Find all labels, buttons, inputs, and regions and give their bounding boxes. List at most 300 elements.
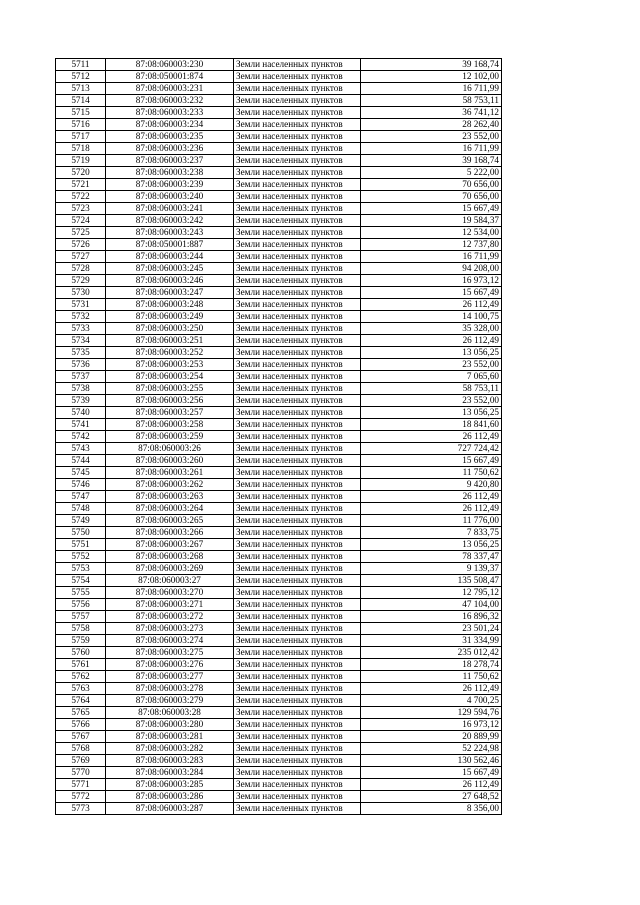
cadastral-number-cell: 87:08:060003:277 <box>106 671 234 683</box>
cadastral-value-cell: 16 711,99 <box>361 251 502 263</box>
row-number-cell: 5767 <box>56 731 106 743</box>
table-row <box>56 527 502 539</box>
table-row <box>56 515 502 527</box>
land-category-cell: Земли населенных пунктов <box>234 59 361 71</box>
table-row <box>56 227 502 239</box>
row-number-cell: 5770 <box>56 767 106 779</box>
cadastral-number-cell: 87:08:060003:275 <box>106 647 234 659</box>
table-row <box>56 299 502 311</box>
cadastral-number-cell: 87:08:060003:236 <box>106 143 234 155</box>
land-category-cell: Земли населенных пунктов <box>234 503 361 515</box>
cadastral-value-cell: 129 594,76 <box>361 707 502 719</box>
cadastral-number-cell: 87:08:060003:269 <box>106 563 234 575</box>
row-number-cell: 5722 <box>56 191 106 203</box>
cadastral-number-cell: 87:08:060003:231 <box>106 83 234 95</box>
row-number-cell: 5760 <box>56 647 106 659</box>
table-row <box>56 107 502 119</box>
cadastral-value-cell: 27 648,52 <box>361 791 502 803</box>
row-number-cell: 5731 <box>56 299 106 311</box>
cadastral-value-cell: 15 667,49 <box>361 287 502 299</box>
cadastral-number-cell: 87:08:060003:276 <box>106 659 234 671</box>
row-number-cell: 5719 <box>56 155 106 167</box>
cadastral-value-cell: 16 973,12 <box>361 719 502 731</box>
land-category-cell: Земли населенных пунктов <box>234 71 361 83</box>
cadastral-number-cell: 87:08:060003:257 <box>106 407 234 419</box>
cadastral-value-cell: 58 753,11 <box>361 95 502 107</box>
row-number-cell: 5771 <box>56 779 106 791</box>
cadastral-value-cell: 4 700,25 <box>361 695 502 707</box>
cadastral-number-cell: 87:08:060003:282 <box>106 743 234 755</box>
table-row <box>56 323 502 335</box>
land-registry-table <box>55 58 502 815</box>
cadastral-number-cell: 87:08:060003:243 <box>106 227 234 239</box>
land-category-cell: Земли населенных пунктов <box>234 479 361 491</box>
table-row <box>56 239 502 251</box>
land-category-cell: Земли населенных пунктов <box>234 131 361 143</box>
table-row <box>56 347 502 359</box>
land-category-cell: Земли населенных пунктов <box>234 371 361 383</box>
land-category-cell: Земли населенных пунктов <box>234 671 361 683</box>
cadastral-value-cell: 18 278,74 <box>361 659 502 671</box>
table-row <box>56 203 502 215</box>
cadastral-number-cell: 87:08:060003:263 <box>106 491 234 503</box>
cadastral-value-cell: 94 208,00 <box>361 263 502 275</box>
cadastral-number-cell: 87:08:060003:281 <box>106 731 234 743</box>
cadastral-value-cell: 135 508,47 <box>361 575 502 587</box>
land-category-cell: Земли населенных пунктов <box>234 731 361 743</box>
land-category-cell: Земли населенных пунктов <box>234 407 361 419</box>
table-row <box>56 479 502 491</box>
cadastral-value-cell: 12 102,00 <box>361 71 502 83</box>
table-row <box>56 623 502 635</box>
cadastral-value-cell: 13 056,25 <box>361 539 502 551</box>
row-number-cell: 5746 <box>56 479 106 491</box>
land-category-cell: Земли населенных пунктов <box>234 443 361 455</box>
row-number-cell: 5768 <box>56 743 106 755</box>
row-number-cell: 5750 <box>56 527 106 539</box>
table-row <box>56 599 502 611</box>
land-category-cell: Земли населенных пунктов <box>234 491 361 503</box>
cadastral-value-cell: 16 896,32 <box>361 611 502 623</box>
table-row <box>56 71 502 83</box>
table-row <box>56 395 502 407</box>
land-category-cell: Земли населенных пунктов <box>234 803 361 815</box>
land-category-cell: Земли населенных пунктов <box>234 455 361 467</box>
cadastral-number-cell: 87:08:060003:246 <box>106 275 234 287</box>
row-number-cell: 5713 <box>56 83 106 95</box>
land-category-cell: Земли населенных пунктов <box>234 275 361 287</box>
table-row <box>56 707 502 719</box>
table-row <box>56 647 502 659</box>
cadastral-value-cell: 130 562,46 <box>361 755 502 767</box>
cadastral-number-cell: 87:08:060003:287 <box>106 803 234 815</box>
table-row <box>56 59 502 71</box>
row-number-cell: 5761 <box>56 659 106 671</box>
row-number-cell: 5724 <box>56 215 106 227</box>
row-number-cell: 5753 <box>56 563 106 575</box>
land-category-cell: Земли населенных пунктов <box>234 227 361 239</box>
row-number-cell: 5739 <box>56 395 106 407</box>
land-category-cell: Земли населенных пунктов <box>234 575 361 587</box>
table-row <box>56 743 502 755</box>
row-number-cell: 5745 <box>56 467 106 479</box>
row-number-cell: 5718 <box>56 143 106 155</box>
cadastral-value-cell: 52 224,98 <box>361 743 502 755</box>
land-category-cell: Земли населенных пунктов <box>234 791 361 803</box>
cadastral-value-cell: 23 552,00 <box>361 131 502 143</box>
cadastral-number-cell: 87:08:060003:270 <box>106 587 234 599</box>
land-category-cell: Земли населенных пунктов <box>234 551 361 563</box>
row-number-cell: 5751 <box>56 539 106 551</box>
cadastral-number-cell: 87:08:060003:264 <box>106 503 234 515</box>
row-number-cell: 5744 <box>56 455 106 467</box>
land-category-cell: Земли населенных пунктов <box>234 155 361 167</box>
row-number-cell: 5726 <box>56 239 106 251</box>
row-number-cell: 5740 <box>56 407 106 419</box>
cadastral-number-cell: 87:08:060003:266 <box>106 527 234 539</box>
row-number-cell: 5733 <box>56 323 106 335</box>
cadastral-value-cell: 14 100,75 <box>361 311 502 323</box>
row-number-cell: 5728 <box>56 263 106 275</box>
row-number-cell: 5755 <box>56 587 106 599</box>
table-row <box>56 155 502 167</box>
row-number-cell: 5764 <box>56 695 106 707</box>
table-row <box>56 287 502 299</box>
cadastral-value-cell: 11 750,62 <box>361 467 502 479</box>
row-number-cell: 5736 <box>56 359 106 371</box>
land-category-cell: Земли населенных пунктов <box>234 611 361 623</box>
land-category-cell: Земли населенных пунктов <box>234 683 361 695</box>
cadastral-number-cell: 87:08:060003:279 <box>106 695 234 707</box>
cadastral-number-cell: 87:08:060003:265 <box>106 515 234 527</box>
land-category-cell: Земли населенных пунктов <box>234 335 361 347</box>
row-number-cell: 5752 <box>56 551 106 563</box>
land-category-cell: Земли населенных пунктов <box>234 215 361 227</box>
row-number-cell: 5716 <box>56 119 106 131</box>
land-category-cell: Земли населенных пунктов <box>234 647 361 659</box>
cadastral-number-cell: 87:08:060003:230 <box>106 59 234 71</box>
cadastral-number-cell: 87:08:060003:261 <box>106 467 234 479</box>
table-row <box>56 539 502 551</box>
cadastral-number-cell: 87:08:060003:258 <box>106 419 234 431</box>
table-row <box>56 779 502 791</box>
cadastral-value-cell: 11 776,00 <box>361 515 502 527</box>
cadastral-number-cell: 87:08:060003:252 <box>106 347 234 359</box>
cadastral-value-cell: 12 795,12 <box>361 587 502 599</box>
row-number-cell: 5754 <box>56 575 106 587</box>
row-number-cell: 5742 <box>56 431 106 443</box>
row-number-cell: 5715 <box>56 107 106 119</box>
table-row <box>56 431 502 443</box>
cadastral-value-cell: 26 112,49 <box>361 491 502 503</box>
cadastral-value-cell: 16 711,99 <box>361 83 502 95</box>
table-row <box>56 767 502 779</box>
row-number-cell: 5735 <box>56 347 106 359</box>
table-row <box>56 407 502 419</box>
table-row <box>56 635 502 647</box>
cadastral-value-cell: 78 337,47 <box>361 551 502 563</box>
table-row <box>56 143 502 155</box>
cadastral-number-cell: 87:08:050001:874 <box>106 71 234 83</box>
row-number-cell: 5769 <box>56 755 106 767</box>
cadastral-number-cell: 87:08:060003:260 <box>106 455 234 467</box>
cadastral-value-cell: 13 056,25 <box>361 407 502 419</box>
cadastral-value-cell: 23 552,00 <box>361 395 502 407</box>
land-category-cell: Земли населенных пунктов <box>234 311 361 323</box>
cadastral-number-cell: 87:08:060003:234 <box>106 119 234 131</box>
land-category-cell: Земли населенных пунктов <box>234 287 361 299</box>
table-row <box>56 167 502 179</box>
row-number-cell: 5721 <box>56 179 106 191</box>
land-category-cell: Земли населенных пунктов <box>234 191 361 203</box>
cadastral-number-cell: 87:08:060003:28 <box>106 707 234 719</box>
cadastral-value-cell: 39 168,74 <box>361 59 502 71</box>
land-category-cell: Земли населенных пунктов <box>234 107 361 119</box>
land-category-cell: Земли населенных пунктов <box>234 167 361 179</box>
land-category-cell: Земли населенных пунктов <box>234 323 361 335</box>
land-category-cell: Земли населенных пунктов <box>234 527 361 539</box>
row-number-cell: 5773 <box>56 803 106 815</box>
cadastral-number-cell: 87:08:060003:238 <box>106 167 234 179</box>
cadastral-value-cell: 28 262,40 <box>361 119 502 131</box>
land-category-cell: Земли населенных пунктов <box>234 707 361 719</box>
cadastral-number-cell: 87:08:060003:262 <box>106 479 234 491</box>
cadastral-value-cell: 23 501,24 <box>361 623 502 635</box>
land-category-cell: Земли населенных пунктов <box>234 587 361 599</box>
cadastral-value-cell: 26 112,49 <box>361 299 502 311</box>
table-row <box>56 563 502 575</box>
cadastral-value-cell: 39 168,74 <box>361 155 502 167</box>
land-category-cell: Земли населенных пунктов <box>234 539 361 551</box>
table-row <box>56 491 502 503</box>
table-row <box>56 731 502 743</box>
row-number-cell: 5711 <box>56 59 106 71</box>
table-row <box>56 719 502 731</box>
cadastral-number-cell: 87:08:060003:254 <box>106 371 234 383</box>
row-number-cell: 5748 <box>56 503 106 515</box>
land-category-cell: Земли населенных пунктов <box>234 395 361 407</box>
land-category-cell: Земли населенных пунктов <box>234 659 361 671</box>
land-category-cell: Земли населенных пунктов <box>234 755 361 767</box>
cadastral-value-cell: 70 656,00 <box>361 179 502 191</box>
cadastral-value-cell: 7 065,60 <box>361 371 502 383</box>
row-number-cell: 5730 <box>56 287 106 299</box>
cadastral-number-cell: 87:08:060003:278 <box>106 683 234 695</box>
land-category-cell: Земли населенных пунктов <box>234 779 361 791</box>
land-category-cell: Земли населенных пунктов <box>234 563 361 575</box>
table-row <box>56 131 502 143</box>
cadastral-value-cell: 19 584,37 <box>361 215 502 227</box>
cadastral-number-cell: 87:08:060003:253 <box>106 359 234 371</box>
row-number-cell: 5757 <box>56 611 106 623</box>
table-row <box>56 695 502 707</box>
land-category-cell: Земли населенных пунктов <box>234 623 361 635</box>
cadastral-number-cell: 87:08:060003:272 <box>106 611 234 623</box>
row-number-cell: 5766 <box>56 719 106 731</box>
cadastral-number-cell: 87:08:060003:268 <box>106 551 234 563</box>
cadastral-number-cell: 87:08:060003:280 <box>106 719 234 731</box>
cadastral-number-cell: 87:08:060003:233 <box>106 107 234 119</box>
row-number-cell: 5717 <box>56 131 106 143</box>
table-row <box>56 251 502 263</box>
row-number-cell: 5756 <box>56 599 106 611</box>
cadastral-number-cell: 87:08:060003:248 <box>106 299 234 311</box>
cadastral-value-cell: 8 356,00 <box>361 803 502 815</box>
cadastral-number-cell: 87:08:060003:244 <box>106 251 234 263</box>
table-row <box>56 551 502 563</box>
land-category-cell: Земли населенных пунктов <box>234 347 361 359</box>
cadastral-number-cell: 87:08:060003:283 <box>106 755 234 767</box>
cadastral-number-cell: 87:08:060003:259 <box>106 431 234 443</box>
table-row <box>56 191 502 203</box>
cadastral-value-cell: 15 667,49 <box>361 203 502 215</box>
row-number-cell: 5762 <box>56 671 106 683</box>
cadastral-value-cell: 9 139,37 <box>361 563 502 575</box>
land-category-cell: Земли населенных пунктов <box>234 119 361 131</box>
cadastral-value-cell: 12 534,00 <box>361 227 502 239</box>
table-row <box>56 215 502 227</box>
land-category-cell: Земли населенных пунктов <box>234 359 361 371</box>
land-category-cell: Земли населенных пунктов <box>234 719 361 731</box>
table-row <box>56 611 502 623</box>
land-category-cell: Земли населенных пунктов <box>234 467 361 479</box>
land-category-cell: Земли населенных пунктов <box>234 695 361 707</box>
cadastral-value-cell: 727 724,42 <box>361 443 502 455</box>
cadastral-number-cell: 87:08:060003:274 <box>106 635 234 647</box>
cadastral-number-cell: 87:08:060003:286 <box>106 791 234 803</box>
row-number-cell: 5727 <box>56 251 106 263</box>
cadastral-number-cell: 87:08:060003:251 <box>106 335 234 347</box>
table-row <box>56 503 502 515</box>
table-row <box>56 311 502 323</box>
table-row <box>56 683 502 695</box>
row-number-cell: 5747 <box>56 491 106 503</box>
table-row <box>56 335 502 347</box>
table-row <box>56 755 502 767</box>
table-row <box>56 179 502 191</box>
table-row <box>56 371 502 383</box>
table-row <box>56 263 502 275</box>
land-category-cell: Земли населенных пунктов <box>234 515 361 527</box>
row-number-cell: 5765 <box>56 707 106 719</box>
table-row <box>56 455 502 467</box>
land-category-cell: Земли населенных пунктов <box>234 299 361 311</box>
cadastral-number-cell: 87:08:060003:239 <box>106 179 234 191</box>
land-category-cell: Земли населенных пунктов <box>234 239 361 251</box>
cadastral-value-cell: 26 112,49 <box>361 683 502 695</box>
cadastral-number-cell: 87:08:060003:235 <box>106 131 234 143</box>
cadastral-value-cell: 11 750,62 <box>361 671 502 683</box>
cadastral-number-cell: 87:08:060003:250 <box>106 323 234 335</box>
cadastral-number-cell: 87:08:060003:241 <box>106 203 234 215</box>
land-category-cell: Земли населенных пунктов <box>234 419 361 431</box>
cadastral-number-cell: 87:08:060003:245 <box>106 263 234 275</box>
cadastral-number-cell: 87:08:060003:249 <box>106 311 234 323</box>
cadastral-number-cell: 87:08:060003:271 <box>106 599 234 611</box>
row-number-cell: 5738 <box>56 383 106 395</box>
cadastral-value-cell: 5 222,00 <box>361 167 502 179</box>
table-row <box>56 83 502 95</box>
row-number-cell: 5725 <box>56 227 106 239</box>
table-row <box>56 119 502 131</box>
land-category-cell: Земли населенных пунктов <box>234 203 361 215</box>
table-row <box>56 95 502 107</box>
cadastral-number-cell: 87:08:050001:887 <box>106 239 234 251</box>
cadastral-value-cell: 26 112,49 <box>361 503 502 515</box>
cadastral-value-cell: 36 741,12 <box>361 107 502 119</box>
table-row <box>56 383 502 395</box>
cadastral-value-cell: 20 889,99 <box>361 731 502 743</box>
land-category-cell: Земли населенных пунктов <box>234 743 361 755</box>
cadastral-value-cell: 18 841,60 <box>361 419 502 431</box>
row-number-cell: 5749 <box>56 515 106 527</box>
cadastral-number-cell: 87:08:060003:240 <box>106 191 234 203</box>
land-category-cell: Земли населенных пунктов <box>234 263 361 275</box>
cadastral-value-cell: 70 656,00 <box>361 191 502 203</box>
cadastral-value-cell: 47 104,00 <box>361 599 502 611</box>
row-number-cell: 5714 <box>56 95 106 107</box>
table-row <box>56 275 502 287</box>
cadastral-value-cell: 35 328,00 <box>361 323 502 335</box>
cadastral-value-cell: 15 667,49 <box>361 767 502 779</box>
table-row <box>56 659 502 671</box>
row-number-cell: 5729 <box>56 275 106 287</box>
cadastral-number-cell: 87:08:060003:27 <box>106 575 234 587</box>
cadastral-number-cell: 87:08:060003:26 <box>106 443 234 455</box>
cadastral-number-cell: 87:08:060003:284 <box>106 767 234 779</box>
land-category-cell: Земли населенных пунктов <box>234 599 361 611</box>
cadastral-number-cell: 87:08:060003:232 <box>106 95 234 107</box>
table-row <box>56 443 502 455</box>
table-row <box>56 467 502 479</box>
row-number-cell: 5734 <box>56 335 106 347</box>
cadastral-value-cell: 9 420,80 <box>361 479 502 491</box>
cadastral-value-cell: 26 112,49 <box>361 779 502 791</box>
table-row <box>56 419 502 431</box>
cadastral-value-cell: 31 334,99 <box>361 635 502 647</box>
cadastral-value-cell: 13 056,25 <box>361 347 502 359</box>
row-number-cell: 5712 <box>56 71 106 83</box>
land-category-cell: Земли населенных пунктов <box>234 83 361 95</box>
land-category-cell: Земли населенных пунктов <box>234 635 361 647</box>
land-category-cell: Земли населенных пунктов <box>234 95 361 107</box>
table-row <box>56 671 502 683</box>
cadastral-number-cell: 87:08:060003:267 <box>106 539 234 551</box>
cadastral-value-cell: 16 973,12 <box>361 275 502 287</box>
cadastral-number-cell: 87:08:060003:237 <box>106 155 234 167</box>
land-category-cell: Земли населенных пунктов <box>234 431 361 443</box>
cadastral-value-cell: 15 667,49 <box>361 455 502 467</box>
cadastral-number-cell: 87:08:060003:242 <box>106 215 234 227</box>
cadastral-number-cell: 87:08:060003:285 <box>106 779 234 791</box>
land-category-cell: Земли населенных пунктов <box>234 767 361 779</box>
row-number-cell: 5758 <box>56 623 106 635</box>
registry-table-body <box>56 59 502 815</box>
cadastral-value-cell: 58 753,11 <box>361 383 502 395</box>
table-row <box>56 575 502 587</box>
land-category-cell: Земли населенных пунктов <box>234 383 361 395</box>
table-row <box>56 803 502 815</box>
row-number-cell: 5743 <box>56 443 106 455</box>
cadastral-number-cell: 87:08:060003:247 <box>106 287 234 299</box>
row-number-cell: 5720 <box>56 167 106 179</box>
cadastral-number-cell: 87:08:060003:273 <box>106 623 234 635</box>
row-number-cell: 5759 <box>56 635 106 647</box>
cadastral-value-cell: 16 711,99 <box>361 143 502 155</box>
row-number-cell: 5732 <box>56 311 106 323</box>
row-number-cell: 5763 <box>56 683 106 695</box>
land-category-cell: Земли населенных пунктов <box>234 251 361 263</box>
